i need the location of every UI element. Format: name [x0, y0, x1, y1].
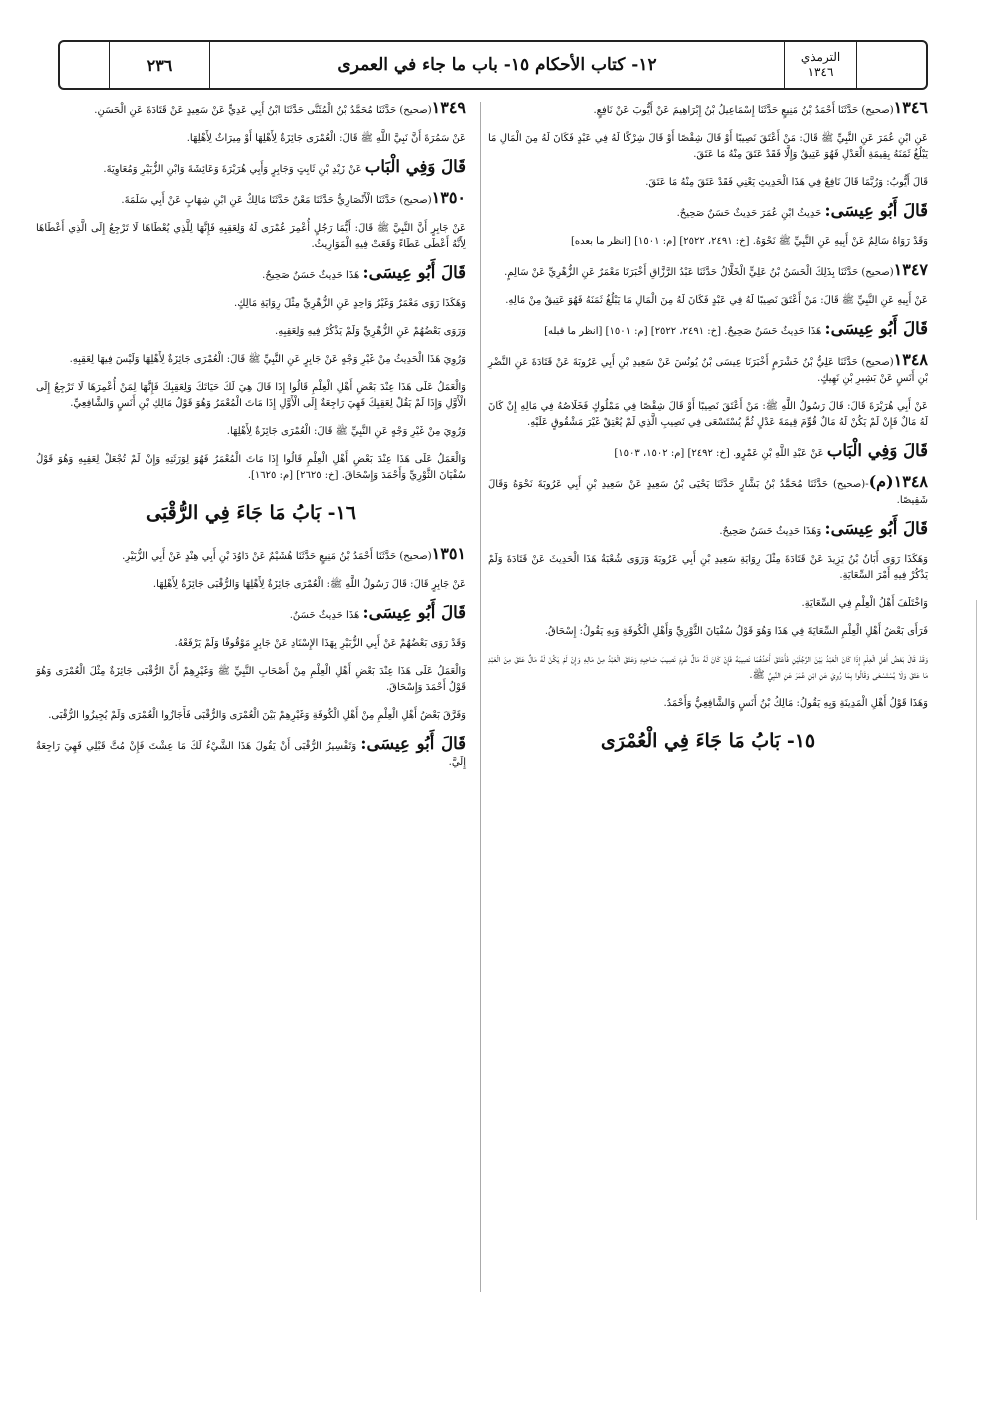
- section-heading: ١٥- بَابُ مَا جَاءَ فِي الْعُمْرَى: [600, 730, 816, 752]
- commentary-label: قَالَ أَبُو عِيسَى:: [824, 319, 928, 338]
- text-paragraph: [488, 175, 928, 191]
- paragraph-text: عَنْ عَبْدِ اللَّهِ بْنِ عَمْرٍو. [خ: ٢٤٩٢] [م: ١٥٠٢، ١٥٠٣]: [614, 448, 827, 459]
- section-heading: ١٦- بَابُ مَا جَاءَ فِي الرُّقْبَى: [146, 502, 356, 524]
- paragraph-text: عَنْ زَيْدِ بْنِ ثَابِتٍ وَجَابِرٍ وَأَبِي هُرَيْرَةَ وَعَائِشَةَ وَابْنِ الزُّبَيْرِ وَمُعَاوِيَةَ.: [103, 164, 365, 175]
- commentary-label: قَالَ أَبُو عِيسَى:: [360, 734, 466, 753]
- header-hadith-number: ١٣٤٦: [807, 65, 834, 79]
- paragraph-text: عَنْ أَبِي هُرَيْرَةَ قَالَ: قَالَ رَسُولُ اللَّهِ ﷺ: مَنْ أَعْتَقَ نَصِيبًا أَوْ قَالَ شِقْصًا فِي مَمْلُوكٍ فَخَلَاصُهُ فِي مَالِهِ إِنْ كَانَ لَهُ مَالٌ فَإِنْ لَمْ يَكُنْ لَهُ مَالٌ قُوِّمَ قِيمَةَ عَدْلٍ ثُمَّ يُسْتَسْعَى فِي نَصِيبِ الَّذِي لَمْ يُعْتِقْ غَيْرَ مَشْقُوقٍ عَلَيْهِ.: [488, 401, 928, 428]
- commentary-paragraph: [36, 605, 466, 624]
- paragraph-text: وَالْعَمَلُ عَلَى هَذَا عِنْدَ بَعْضِ أَهْلِ الْعِلْمِ قَالُوا إِذَا مَاتَ الْمُعْمَرُ فَهُوَ لِوَرَثَتِهِ وَإِنْ لَمْ تُجْعَلْ لِعَقِبِهِ وَهُوَ قَوْلُ سُفْيَانَ الثَّوْرِيِّ وَأَحْمَدَ وَإِسْحَاقَ. [خ: ٢٦٢٥] [م: ١٦٢٥].: [36, 454, 466, 481]
- hadith-entry: [36, 546, 466, 565]
- header-chapter-title: ١٢- كتاب الأحكام ١٥- باب ما جاء في العمرى: [209, 42, 784, 88]
- paragraph-text: وَتَفْسِيرُ الرُّقْبَى أَنْ يَقُولَ هَذَا الشَّيْءُ لَكَ مَا عِشْتَ فَإِنْ مُتَّ قَبْلِي فَهِيَ رَاجِعَةٌ إِلَيَّ.: [36, 741, 466, 768]
- column-divider: [480, 102, 481, 1292]
- text-paragraph: [488, 652, 928, 684]
- hadith-entry: [488, 100, 928, 119]
- scan-edge-line: [976, 600, 977, 1220]
- commentary-paragraph: [488, 203, 928, 222]
- commentary-paragraph: [488, 321, 928, 340]
- text-paragraph: [36, 380, 466, 412]
- commentary-paragraph: [36, 736, 466, 771]
- hadith-number: ١٣٥١: [431, 544, 466, 563]
- paragraph-text: (صحيح) حَدَّثَنَا الْأَنْصَارِيُّ حَدَّثَنَا مَعْنٌ حَدَّثَنَا مَالِكٌ عَنِ ابْنِ شِهَابٍ عَنْ أَبِي سَلَمَةَ.: [121, 195, 432, 206]
- paragraph-text: عَنْ أَبِيهِ عَنِ النَّبِيِّ ﷺ قَالَ: مَنْ أَعْتَقَ نَصِيبًا لَهُ فِي عَبْدٍ فَكَانَ لَهُ مِنَ الْمَالِ مَا يَبْلُغُ ثَمَنَهُ فَهُوَ عَتِيقٌ مِنْ مَالِهِ.: [505, 295, 928, 306]
- header-page-number: ٢٣٦: [109, 42, 209, 88]
- hadith-number: ١٣٤٨(م): [868, 472, 928, 491]
- text-paragraph: [36, 352, 466, 368]
- paragraph-text: هَذَا حَدِيثٌ حَسَنٌ.: [289, 610, 363, 621]
- paragraph-text: وَقَدْ رَوَاهُ سَالِمٌ عَنْ أَبِيهِ عَنِ النَّبِيِّ ﷺ نَحْوَهُ. [خ: ٢٤٩١، ٢٥٢٢] [م: ١٥٠١] [انظر ما بعده]: [571, 236, 928, 247]
- hadith-entry: [488, 262, 928, 281]
- paragraph-text: عَنْ جَابِرٍ أَنَّ النَّبِيَّ ﷺ قَالَ: أَيُّمَا رَجُلٍ أُعْمِرَ عُمْرَى لَهُ وَلِعَقِبِهِ فَإِنَّهَا لِلَّذِي يُعْطَاهَا لَا تَرْجِعُ إِلَى الَّذِي أَعْطَاهَا لِأَنَّهُ أَعْطَى عَطَاءً وَقَعَتْ فِيهِ الْمَوَارِيثُ.: [36, 223, 466, 250]
- paragraph-text: وَهَكَذَا رَوَى أَبَانُ بْنُ يَزِيدَ عَنْ قَتَادَةَ مِثْلَ رِوَايَةِ سَعِيدِ بْنِ أَبِي عَرُوبَةَ وَرَوَى شُعْبَةُ هَذَا الْحَدِيثَ عَنْ قَتَادَةَ وَلَمْ يَذْكُرْ فِيهِ أَمْرَ السِّعَايَةِ.: [488, 554, 928, 581]
- commentary-paragraph: [488, 443, 928, 462]
- paragraph-text: هَذَا حَدِيثٌ حَسَنٌ صَحِيحٌ. [خ: ٢٤٩١، ٢٥٢٢] [م: ١٥٠١] [انظر ما قبله]: [544, 326, 825, 337]
- hadith-number: ١٣٤٩: [431, 98, 466, 117]
- text-paragraph: [36, 221, 466, 253]
- paragraph-text: وَاخْتَلَفَ أَهْلُ الْعِلْمِ فِي السِّعَايَةِ.: [801, 598, 928, 609]
- commentary-label: قَالَ وَفِي الْبَاب: [826, 441, 928, 460]
- text-paragraph: [36, 636, 466, 652]
- hadith-entry: [36, 190, 466, 209]
- paragraph-text: وَقَدْ قَالَ بَعْضُ أَهْلِ الْعِلْمِ إِذَا كَانَ الْعَبْدُ بَيْنَ الرَّجُلَيْنِ فَأَعْتَقَ أَحَدُهُمَا نَصِيبَهُ فَإِنْ كَانَ لَهُ مَالٌ غَرِمَ نَصِيبَ صَاحِبِهِ وَعَتَقَ الْعَبْدُ مِنْ مَالِهِ وَإِنْ لَمْ يَكُنْ لَهُ مَالٌ عَتَقَ مِنَ الْعَبْدِ مَا عَتَقَ وَلَا يُسْتَسْعَى وَقَالُوا بِمَا رُوِيَ عَنِ ابْنِ عُمَرَ عَنِ النَّبِيِّ ﷺ.: [488, 654, 928, 681]
- left-column: [36, 100, 466, 1403]
- commentary-label: قَالَ وَفِي الْبَاب: [364, 157, 466, 176]
- header-blank-cell: [856, 42, 926, 88]
- paragraph-text: فَرَأَى بَعْضُ أَهْلِ الْعِلْمِ السِّعَايَةَ فِي هَذَا وَهُوَ قَوْلُ سُفْيَانَ الثَّوْرِيِّ وَأَهْلِ الْكُوفَةِ وَبِهِ يَقُولُ: إِسْحَاقُ.: [544, 626, 928, 637]
- paragraph-text: (صحيح) حَدَّثَنَا عَلِيُّ بْنُ خَشْرَمٍ أَخْبَرَنَا عِيسَى بْنُ يُونُسَ عَنْ سَعِيدِ بْنِ أَبِي عَرُوبَةَ عَنْ قَتَادَةَ عَنِ النَّضْرِ بْنِ أَنَسٍ عَنْ بَشِيرِ بْنِ نَهِيكٍ.: [488, 357, 928, 384]
- commentary-label: قَالَ أَبُو عِيسَى:: [824, 519, 928, 538]
- hadith-entry: [36, 100, 466, 119]
- paragraph-text: (صحيح) حَدَّثَنَا بِذَلِكَ الْحَسَنُ بْنُ عَلِيٍّ الْخَلَّالُ حَدَّثَنَا عَبْدُ الرَّزَّاقِ أَخْبَرَنَا مَعْمَرٌ عَنِ الزُّهْرِيِّ عَنْ سَالِمٍ.: [504, 267, 894, 278]
- hadith-entry: [488, 352, 928, 387]
- text-paragraph: [488, 624, 928, 640]
- paragraph-text: وَرُوِيَ مِنْ غَيْرِ وَجْهٍ عَنِ النَّبِيِّ ﷺ قَالَ: الْعُمْرَى جَائِزَةٌ لِأَهْلِهَا.: [226, 426, 466, 437]
- text-paragraph: [488, 399, 928, 431]
- header-blank-cell-left: [58, 42, 109, 88]
- hadith-number: ١٣٤٦: [893, 98, 928, 117]
- text-paragraph: [36, 452, 466, 484]
- paragraph-text: (صحيح) حَدَّثَنَا مُحَمَّدُ بْنُ الْمُثَنَّى حَدَّثَنَا ابْنُ أَبِي عَدِيٍّ عَنْ سَعِيدٍ عَنْ قَتَادَةَ عَنِ الْحَسَنِ.: [94, 105, 432, 116]
- header-book-cell: [784, 42, 856, 88]
- text-paragraph: [36, 424, 466, 440]
- commentary-paragraph: [36, 265, 466, 284]
- paragraph-text: وَقَدْ رَوَى بَعْضُهُمْ عَنْ أَبِي الزُّبَيْرِ بِهَذَا الإِسْنَادِ عَنْ جَابِرٍ مَوْقُوفًا وَلَمْ يَرْفَعْهُ.: [174, 638, 466, 649]
- paragraph-text: عَنِ ابْنِ عُمَرَ عَنِ النَّبِيِّ ﷺ قَالَ: مَنْ أَعْتَقَ نَصِيبًا أَوْ قَالَ شِقْصًا أَوْ قَالَ شِرْكًا لَهُ فِي عَبْدٍ فَكَانَ لَهُ مِنَ الْمَالِ مَا يَبْلُغُ ثَمَنَهُ بِقِيمَةِ الْعَدْلِ فَهُوَ عَتِيقٌ وَإِلَّا فَقَدْ عَتَقَ مِنْهُ مَا عَتَقَ.: [488, 133, 928, 160]
- paragraph-text: (صحيح) حَدَّثَنَا أَحْمَدُ بْنُ مَنِيعٍ حَدَّثَنَا إِسْمَاعِيلُ بْنُ إِبْرَاهِيمَ عَنْ أَيُّوبَ عَنْ نَافِعٍ.: [593, 105, 894, 116]
- hadith-entry: [488, 474, 928, 509]
- text-paragraph: [36, 708, 466, 724]
- paragraph-text: وَالْعَمَلُ عَلَى هَذَا عِنْدَ بَعْضِ أَهْلِ الْعِلْمِ قَالُوا إِذَا قَالَ هِيَ لَكَ حَيَاتَكَ وَلِعَقِبِكَ فَإِنَّهَا لِمَنْ أُعْمِرَهَا لَا تَرْجِعُ إِلَى الْأَوَّلِ وَإِذَا لَمْ يَقُلْ لِعَقِبِكَ فَهِيَ رَاجِعَةٌ إِلَى الْأَوَّلِ إِذَا مَاتَ الْمُعْمَرُ وَهُوَ قَوْلُ مَالِكِ بْنِ أَنَسٍ وَالشَّافِعِيِّ.: [36, 382, 466, 409]
- commentary-label: قَالَ أَبُو عِيسَى:: [824, 201, 928, 220]
- hadith-number: ١٣٤٨: [893, 350, 928, 369]
- hadith-number: ١٣٤٧: [893, 260, 928, 279]
- paragraph-text: وَهَكَذَا رَوَى مَعْمَرٌ وَغَيْرُ وَاحِدٍ عَنِ الزُّهْرِيِّ مِثْلَ رِوَايَةِ مَالِكٍ.: [234, 298, 466, 309]
- commentary-paragraph: [488, 521, 928, 540]
- paragraph-text: هَذَا حَدِيثٌ حَسَنٌ صَحِيحٌ.: [262, 270, 363, 281]
- paragraph-text: عَنْ جَابِرٍ قَالَ: قَالَ رَسُولُ اللَّهِ ﷺ: الْعُمْرَى جَائِزَةٌ لِأَهْلِهَا وَالرُّقْبَى جَائِزَةٌ لِأَهْلِهَا.: [152, 579, 466, 590]
- text-paragraph: [36, 131, 466, 147]
- text-paragraph: [36, 296, 466, 312]
- header-book-name: الترمذي: [800, 50, 841, 64]
- text-paragraph: [488, 596, 928, 612]
- text-paragraph: [488, 293, 928, 309]
- paragraph-text: حَدِيثُ ابْنِ عُمَرَ حَدِيثٌ حَسَنٌ صَحِيحٌ.: [676, 208, 825, 219]
- paragraph-text: وَفَرَّقَ بَعْضُ أَهْلِ الْعِلْمِ مِنْ أَهْلِ الْكُوفَةِ وَغَيْرِهِمْ بَيْنَ الْعُمْرَى وَالرُّقْبَى فَأَجَازُوا الْعُمْرَى وَلَمْ يُجِيزُوا الرُّقْبَى.: [48, 710, 466, 721]
- text-paragraph: [36, 324, 466, 340]
- text-paragraph: [488, 552, 928, 584]
- page-header: [58, 40, 928, 90]
- paragraph-text: قَالَ أَيُّوبُ: وَرُبَّمَا قَالَ نَافِعٌ فِي هَذَا الْحَدِيثِ يَعْنِي فَقَدْ عَتَقَ مِنْهُ مَا عَتَقَ.: [645, 177, 928, 188]
- hadith-number: ١٣٥٠: [431, 188, 466, 207]
- paragraph-text: وَرُوِيَ هَذَا الْحَدِيثُ مِنْ غَيْرِ وَجْهٍ عَنْ جَابِرٍ عَنِ النَّبِيِّ ﷺ قَالَ: الْعُمْرَى جَائِزَةٌ لِأَهْلِهَا وَلَيْسَ فِيهَا لِعَقِبِهِ.: [69, 354, 466, 365]
- paragraph-text: وَهَذَا حَدِيثٌ حَسَنٌ صَحِيحٌ.: [719, 526, 825, 537]
- right-column: [488, 100, 928, 1403]
- commentary-label: قَالَ أَبُو عِيسَى:: [362, 603, 466, 622]
- text-paragraph: [488, 234, 928, 250]
- text-paragraph: [36, 577, 466, 593]
- text-paragraph: [36, 664, 466, 696]
- commentary-label: قَالَ أَبُو عِيسَى:: [362, 263, 466, 282]
- paragraph-text: (صحيح) حَدَّثَنَا أَحْمَدُ بْنُ مَنِيعٍ حَدَّثَنَا هُشَيْمٌ عَنْ دَاوُدَ بْنِ أَبِي هِنْدٍ عَنْ أَبِي الزُّبَيْرِ.: [122, 551, 432, 562]
- paragraph-text: وَهَذَا قَوْلُ أَهْلِ الْمَدِينَةِ وَبِهِ يَقُولُ: مَالِكُ بْنُ أَنَسٍ وَالشَّافِعِيُّ وَأَحْمَدُ.: [663, 698, 928, 709]
- text-paragraph: [488, 696, 928, 712]
- paragraph-text: وَالْعَمَلُ عَلَى هَذَا عِنْدَ بَعْضِ أَهْلِ الْعِلْمِ مِنْ أَصْحَابِ النَّبِيِّ ﷺ وَغَيْرِهِمْ أَنَّ الرُّقْبَى جَائِزَةٌ مِثْلَ الْعُمْرَى وَهُوَ قَوْلُ أَحْمَدَ وَإِسْحَاقَ.: [36, 666, 466, 693]
- paragraph-text: -(صحيح) حَدَّثَنَا مُحَمَّدُ بْنُ بَشَّارٍ حَدَّثَنَا يَحْيَى بْنُ سَعِيدٍ عَنْ سَعِيدِ بْنِ أَبِي عَرُوبَةَ نَحْوَهُ وَقَالَ شَقِيصًا.: [488, 479, 928, 506]
- paragraph-text: عَنْ سَمُرَةَ أَنَّ نَبِيَّ اللَّهِ ﷺ قَالَ: الْعُمْرَى جَائِزَةٌ لِأَهْلِهَا أَوْ مِيرَاثٌ لِأَهْلِهَا.: [186, 133, 466, 144]
- commentary-paragraph: [36, 159, 466, 178]
- paragraph-text: وَرَوَى بَعْضُهُمْ عَنِ الزُّهْرِيِّ وَلَمْ يَذْكُرْ فِيهِ وَلِعَقِبِهِ.: [275, 326, 466, 337]
- text-paragraph: [488, 131, 928, 163]
